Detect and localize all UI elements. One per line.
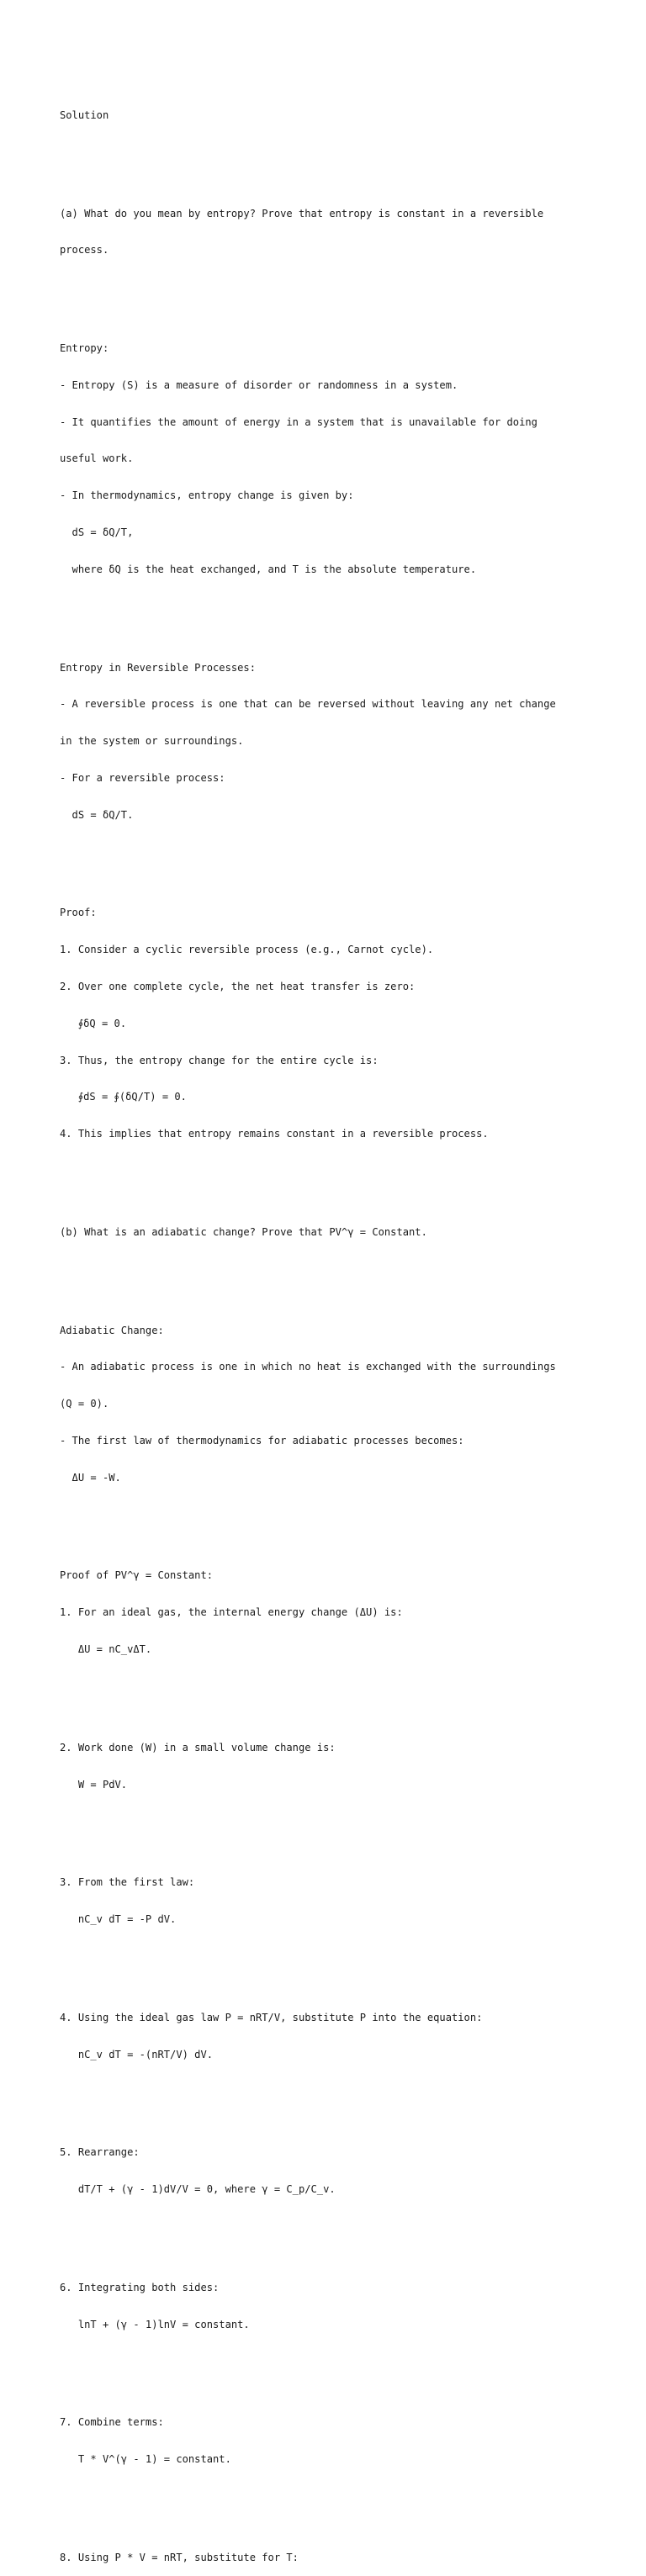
equation-line: ΔU = nC_vΔT. [60,1643,152,1655]
text-line: - A reversible process is one that can be reversed without leaving any net change [60,698,556,711]
section-heading-adiabatic: Adiabatic Change: [60,1324,164,1336]
text-line: - The first law of thermodynamics for adiabatic processes becomes: [60,1434,464,1447]
blank-line [60,2085,598,2097]
proof-step: 3. From the first law: [60,1876,195,1889]
proof-step: 6. Integrating both sides: [60,2281,220,2293]
equation-line: nC_v dT = -(nRT/V) dV. [60,2048,214,2060]
equation-line: lnT + (γ - 1)lnV = constant. [60,2318,250,2330]
blank-line [60,600,598,613]
equation-line: dS = δQ/T. [60,808,134,821]
text-line: - It quantifies the amount of energy in a system that is unavailable for doing [60,415,537,428]
blank-line [60,845,598,858]
proof-step: 7. Combine terms: [60,2416,164,2429]
text-line: where δQ is the heat exchanged, and T is the absolute temperature. [60,563,477,575]
proof-step: 2. Over one complete cycle, the net heat transfer is zero: [60,980,416,992]
blank-line [60,1950,598,1963]
blank-line [60,2355,598,2367]
question-a-line: process. [60,244,109,257]
blank-line [60,1680,598,1693]
text-line: - In thermodynamics, entropy change is given by: [60,489,354,502]
proof-step: 1. Consider a cyclic reversible process (e.g., Carnot cycle). [60,944,434,956]
blank-line [60,2220,598,2233]
equation-line: ∮dS = ∮(δQ/T) = 0. [60,1091,187,1103]
text-line: useful work. [60,452,134,465]
text-line: in the system or surroundings. [60,735,244,748]
question-a-line: (a) What do you mean by entropy? Prove that entropy is constant in a reversible [60,207,544,220]
text-line: - Entropy (S) is a measure of disorder or randomness in a system. [60,378,458,391]
blank-line [60,1263,598,1276]
section-heading-proof-pv: Proof of PV^γ = Constant: [60,1569,214,1582]
equation-line: T * V^(γ - 1) = constant. [60,2453,231,2466]
equation-line: nC_v dT = -P dV. [60,1913,177,1926]
section-heading-reversible: Entropy in Reversible Processes: [60,661,256,674]
blank-line [60,2490,598,2503]
equation-line: dT/T + (γ - 1)dV/V = 0, where γ = C_p/C_v. [60,2183,336,2196]
blank-line [60,1165,598,1177]
proof-step: 2. Work done (W) in a small volume change is: [60,1741,336,1753]
equation-line: ∮δQ = 0. [60,1017,127,1029]
section-heading-proof: Proof: [60,907,97,919]
proof-step: 3. Thus, the entropy change for the entire cycle is: [60,1054,379,1066]
blank-line [60,281,598,294]
blank-line [60,1815,598,1828]
equation-line: W = PdV. [60,1778,128,1791]
proof-step: 4. This implies that entropy remains constant in a reversible process. [60,1128,489,1140]
text-line: (Q = 0). [60,1398,109,1410]
proof-step: 1. For an ideal gas, the internal energy change (ΔU) is: [60,1606,403,1619]
blank-line [60,1508,598,1521]
question-b-line: (b) What is an adiabatic change? Prove that PV^γ = Constant. [60,1225,427,1238]
text-line: - An adiabatic process is one in which no heat is exchanged with the surroundings [60,1361,556,1373]
blank-line [60,146,598,159]
section-heading-entropy: Entropy: [60,342,109,355]
equation-line: dS = δQ/T, [60,526,134,538]
proof-step: 5. Rearrange: [60,2146,140,2159]
doc-title: Solution [60,108,109,121]
proof-step: 4. Using the ideal gas law P = nRT/V, substitute P into the equation: [60,2011,483,2023]
equation-line: ΔU = -W. [60,1471,121,1484]
proof-step: 8. Using P * V = nRT, substitute for T: [60,2551,299,2563]
document-body [60,72,598,2576]
text-line: - For a reversible process: [60,771,225,784]
